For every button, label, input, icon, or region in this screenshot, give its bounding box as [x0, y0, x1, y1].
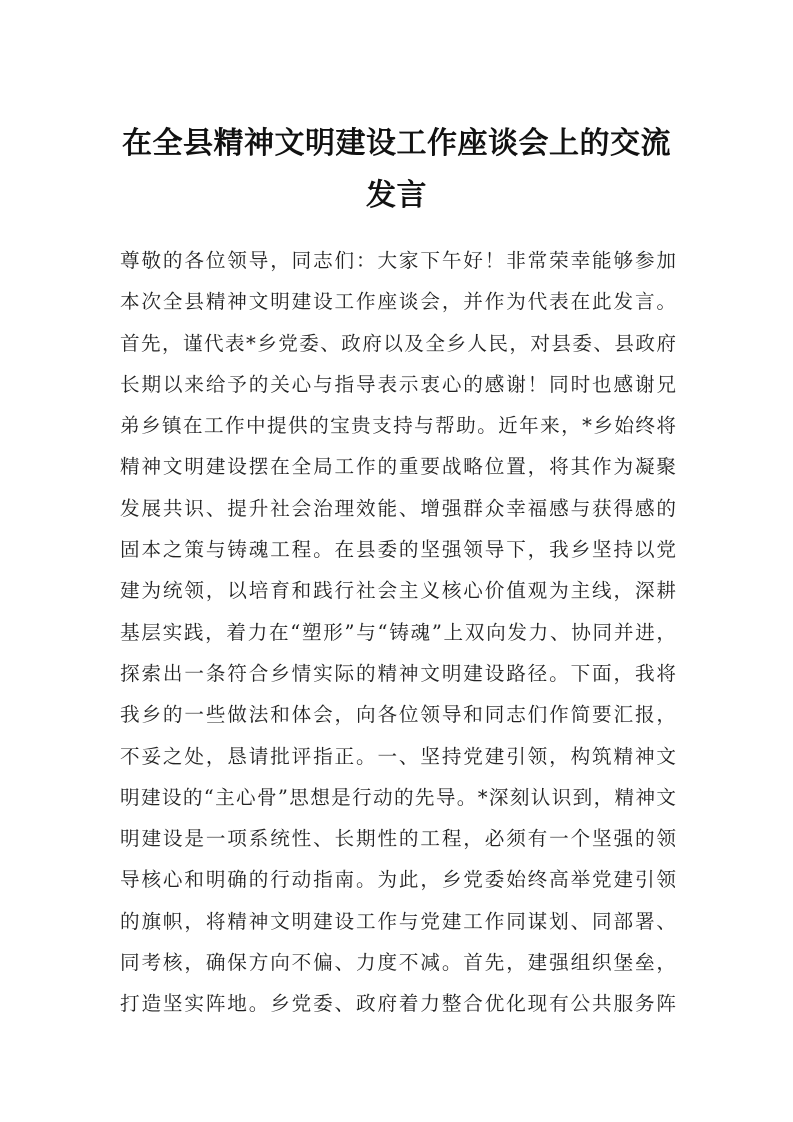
document-title: 在全县精神文明建设工作座谈会上的交流发言	[122, 126, 671, 213]
body-line: 不妥之处，恳请批评指正。一、坚持党建引领，构筑精神文	[120, 744, 676, 768]
body-line: 建为统领，以培育和践行社会主义核心价值观为主线，深耕	[120, 579, 676, 603]
body-line: 同考核，确保方向不偏、力度不减。首先，建强组织堡垒，	[120, 951, 676, 975]
body-line: 的旗帜，将精神文明建设工作与党建工作同谋划、同部署、	[120, 909, 676, 933]
body-line: 尊敬的各位领导，同志们：大家下午好！非常荣幸能够参加	[120, 249, 676, 272]
body-line: 我乡的一些做法和体会，向各位领导和同志们作简要汇报，	[120, 703, 676, 727]
body-line: 弟乡镇在工作中提供的宝贵支持与帮助。近年来，*乡始终将	[120, 414, 676, 438]
body-line: 发展共识、提升社会治理效能、增强群众幸福感与获得感的	[120, 496, 676, 520]
body-line: 精神文明建设摆在全局工作的重要战略位置，将其作为凝聚	[120, 455, 676, 479]
document-body	[120, 240, 676, 1025]
body-line: 明建设的“主心骨”思想是行动的先导。*深刻认识到，精神文	[120, 785, 676, 809]
body-line: 首先，谨代表*乡党委、政府以及全乡人民，对县委、县政府	[120, 331, 676, 355]
body-line: 打造坚实阵地。乡党委、政府着力整合优化现有公共服务阵	[120, 992, 676, 1016]
body-line: 明建设是一项系统性、长期性的工程，必须有一个坚强的领	[120, 827, 676, 851]
body-line: 基层实践，着力在“塑形”与“铸魂”上双向发力、协同并进，	[120, 620, 676, 644]
body-line: 探索出一条符合乡情实际的精神文明建设路径。下面，我将	[120, 661, 676, 685]
body-line: 导核心和明确的行动指南。为此，乡党委始终高举党建引领	[120, 868, 676, 892]
body-line: 固本之策与铸魂工程。在县委的坚强领导下，我乡坚持以党	[120, 538, 676, 562]
body-line: 长期以来给予的关心与指导表示衷心的感谢！同时也感谢兄	[120, 372, 676, 396]
body-line: 本次全县精神文明建设工作座谈会，并作为代表在此发言。	[120, 290, 676, 314]
